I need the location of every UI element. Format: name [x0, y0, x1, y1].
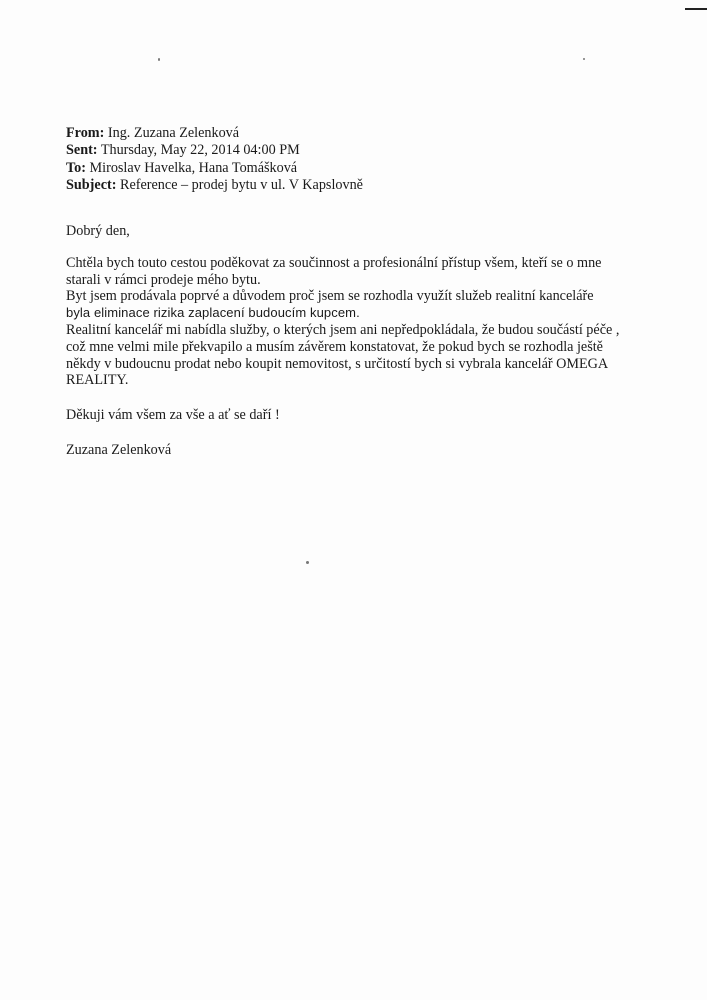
- body-line: Byt jsem prodávala poprvé a důvodem proč jsem se rozhodla využít služeb realitní kanceláře: [66, 288, 594, 305]
- closing-line: Děkuji vám všem za vše a ať se daří !: [66, 407, 280, 424]
- to-label: To:: [66, 159, 86, 176]
- scan-edge-mark: [685, 8, 707, 10]
- to-value: Miroslav Havelka, Hana Tomášková: [89, 159, 298, 176]
- body-line: REALITY.: [66, 372, 129, 389]
- scan-speck: [306, 561, 309, 564]
- body-paragraph: [66, 255, 666, 389]
- greeting: Dobrý den,: [66, 223, 130, 239]
- body-line: byla eliminace rizika zaplacení budoucím kupcem.: [66, 305, 360, 321]
- subject-value: Reference – prodej bytu v ul. V Kapslovně: [120, 176, 363, 193]
- sent-value: Thursday, May 22, 2014 04:00 PM: [100, 142, 300, 159]
- from-value: Ing. Zuzana Zelenková: [107, 125, 240, 141]
- from-line: [66, 125, 363, 142]
- body-line: což mne velmi mile překvapilo a musím závěrem konstatovat, že pokud bych se rozhodla ještě: [66, 338, 603, 355]
- scan-speck: [158, 58, 160, 61]
- subject-label: Subject:: [66, 176, 117, 193]
- body-line: někdy v budoucnu prodat nebo koupit nemovitost, s určitostí bych si vybrala kancelář OMEGA: [66, 355, 609, 372]
- subject-line: [66, 177, 363, 194]
- email-header: [66, 125, 363, 194]
- body-line: Realitní kancelář mi nabídla služby, o kterých jsem ani nepředpokládala, že budou součástí péče ,: [66, 321, 620, 338]
- letter-body: [66, 223, 666, 459]
- scan-speck: [583, 58, 585, 60]
- sent-line: [66, 142, 363, 159]
- body-line: Chtěla bych touto cestou poděkovat za součinnost a profesionální přístup všem, kteří se o mne: [66, 254, 602, 271]
- to-line: [66, 160, 363, 177]
- body-line: starali v rámci prodeje mého bytu.: [66, 271, 261, 288]
- signature: Zuzana Zelenková: [66, 441, 172, 458]
- sent-label: Sent:: [66, 142, 98, 159]
- from-label: From:: [66, 125, 105, 141]
